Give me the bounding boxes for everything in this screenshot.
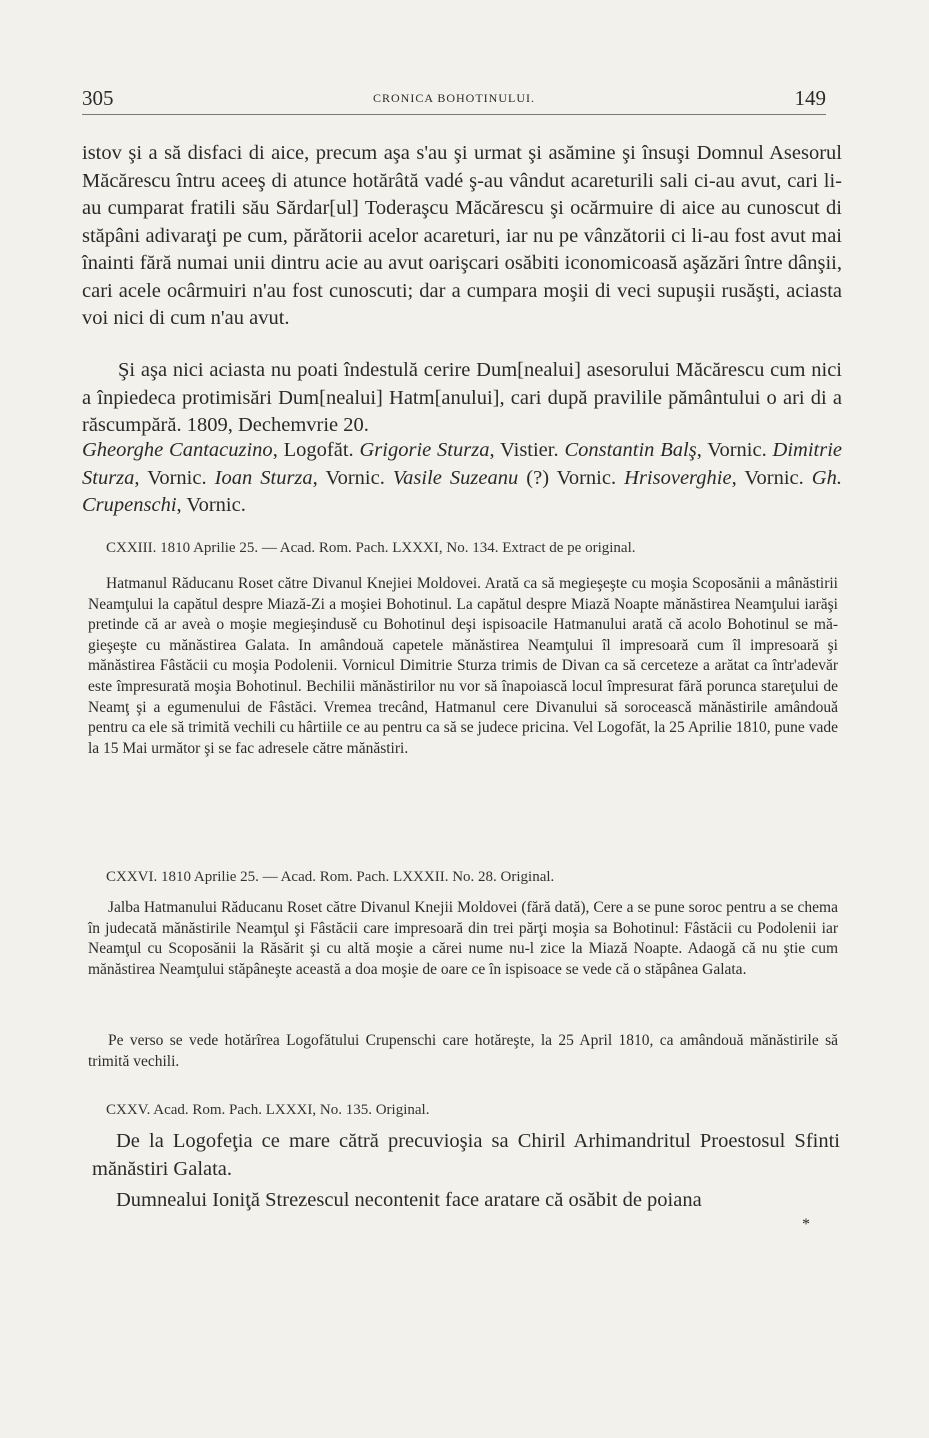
signatory-name: Vasile Suzeanu [392,466,519,489]
letter-body-start: Dumnealui Ioniţă Strezescul necontenit face aratare că osăbit de poiana [116,1189,702,1211]
signatory-name: Gh. Crupenschi [82,466,842,516]
page-number: 149 [794,86,826,110]
signatory-name: Ioan Sturza [214,466,313,489]
signatory-title: , Logofăt. [272,439,360,461]
document-heading-cxxvi: CXXVI. 1810 Aprilie 25. — Acad. Rom. Pach. LXXXII. No. 28. Original. [106,869,555,885]
footnote-asterisk: * [802,1216,810,1233]
signatory-name: Constantin Balş [564,439,697,461]
header-left-number: 305 [82,86,114,110]
paragraph-1: istov şi a să disfaci di aice, precum aşa s'au şi urmat şi asămine şi însuşi Domnul Asesorul Măcărescu întru aceeş di atunce hotărâtă vadé ş-au vândut acareturili sali ci-au avut, cari li-au cumparat fratili său Sărdar[ul] Toderaşcu Măcărescu şi ocărmuire di aice au cunoscut di stăpâni adivaraţi pe cum, părătorii acelor acareturi, iar nu pe vânzătorii ci li-au fost avut mai înainti fără numai unii dintru acie au avut oarişcari osăbiti iconomicoasă aşăzări între dânşii, cari acele ocârmuiri n'au fost cunoscuti; dar a cumpara moşii di veci supuşii rusăşti, aciasta voi nici di cum n'au avut. [82,142,842,329]
signatory-title: (?) Vornic. [518,466,625,489]
document-heading-cxxv: CXXV. Acad. Rom. Pach. LXXXI, No. 135. Original. [106,1102,430,1118]
letter-address: De la Logofeţia ce mare cătră precuvioşia sa Chiril Arhimandritul Proestosul Sfinti mănăstiri Galata. [92,1130,840,1180]
signatory-title: , Vistier. [489,439,565,461]
signatory-name: Gheorghe Cantacuzino [82,439,273,461]
signatory-name: Hrisoverghie [624,466,732,489]
signatory-title: , Vornic. [176,494,246,516]
running-header [82,86,826,115]
signatory-name: Dimitrie Sturza [82,439,842,489]
signatory-title: , Vornic. [696,439,773,461]
signatory-title: , Vornic. [731,466,812,489]
header-title: CRONICA BOHOTINULUI. [373,91,535,105]
document-note-verso: Pe verso se vede hotărîrea Logofătului Crupenschi care hotăreşte, la 25 April 1810, ca amândouă mănăstirile să trimită vechili. [88,1032,838,1070]
signatory-title: , Vornic. [134,466,215,489]
signatures-paragraph [82,437,842,520]
paragraph-2: Şi aşa nici aciasta nu poati îndestulă cerire Dum[nealui] asesorului Măcărescu cum nici a înpiedeca protimisări Dum[nealui] Hatm[anului], cari după pravilile pământului o ari di a răscumpără. 1809, Dechemvrie 20. [82,359,842,436]
document-summary-cxxvi: Jalba Hatmanului Răducanu Roset către Divanul Knejii Moldovei (fără dată), Cere a se pune soroc pentru a se chema în judecată mănăstirile Neamţul şi Fâstăcii care impresoară din trei părţi moşia sa Bohotinul: Fâstăcii cu Podolenii iar Neamţul cu Scoposănii la Răsărit şi cu altă moşie a cărei nume nu-l zice la Miază Noapte. Adaogă că nu ştie cum mănăstirea Neamţului stăpâneşte această a doa moşie de oare ce în ispisoace se vede că o stăpânea Galata. [88,899,838,978]
signatory-name: Grigorie Sturza [359,439,490,461]
signatory-title: , Vornic. [312,466,393,489]
document-summary-cxxiii: Hatmanul Răducanu Roset către Divanul Knejiei Moldovei. Arată ca să megieşeşte cu moşia Scoposănii a mânăstirii Neamţului la capătul despre Miază-Zi a moşiei Bohotinul. La capătul despre Miază Noapte mănăstirea Neamţului iarăşi pretinde că ar aveà o moşie megieşindusě cu Bohotinul deşi ispisoacile Hatmanului arată că acolo Bohotinul se mă-gieşeşte cu mănăstirea Galata. In amândouă capetele mănăstirea Neamţului îl impresoară cum îl impresoară şi mănăstirea Fâstăcii cu moşia Podolenii. Vornicul Dimitrie Sturza trimis de Divan ca să cerceteze a arătat ca într'adevăr este împresurată moşia Bohotinul. Bechilii mănăstirilor nu vor să înapoiască locul împresurat fără porunca stareţului de Neamţ şi a egumenului de Fâstăci. Vremea trecând, Hatmanul cere Divanului să soroceascǎ mănăstirile amândouǎ pentru ca ele să trimită vechili cu hârtiile ce au pentru ca să se judece pricina. Vel Logofăt, la 25 Aprilie 1810, pune vade la 15 Mai următor şi se fac adresele către mănăstiri. [88,575,838,757]
document-heading-cxxiii: CXXIII. 1810 Aprilie 25. — Acad. Rom. Pach. LXXXI, No. 134. Extract de pe original. [106,540,636,556]
